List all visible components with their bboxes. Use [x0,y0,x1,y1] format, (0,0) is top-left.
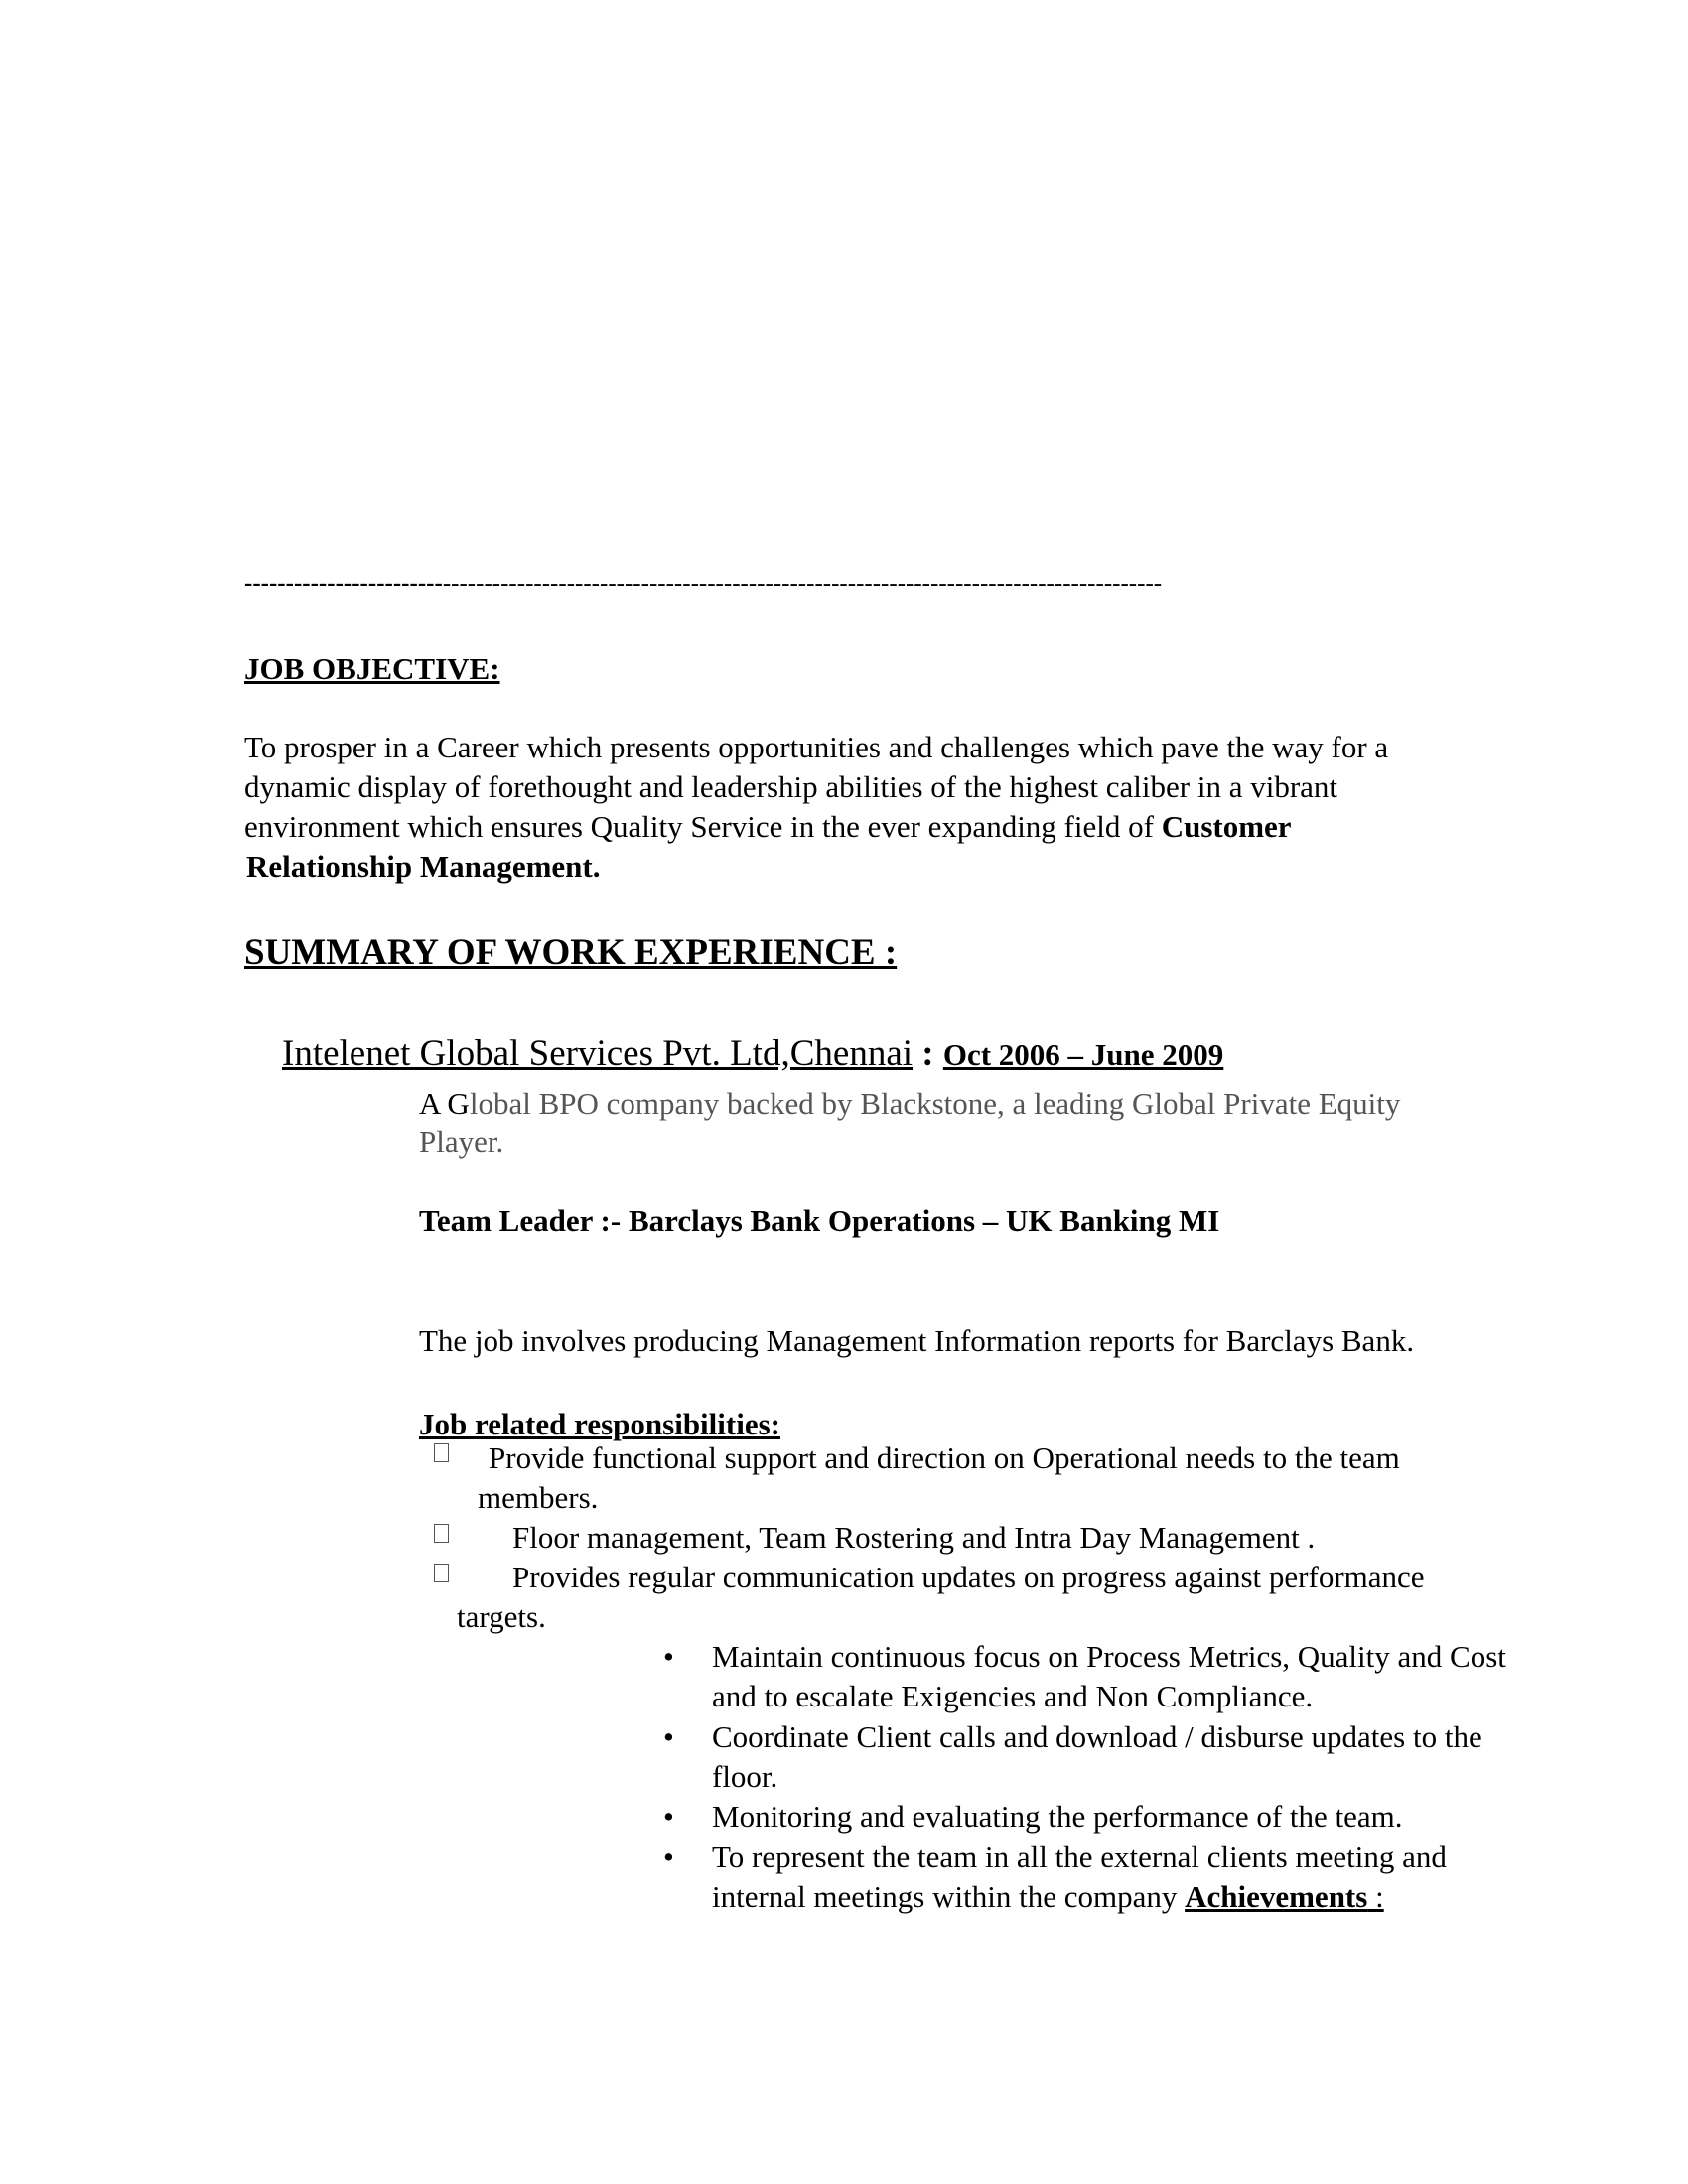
company-desc-line-1 [419,1085,1511,1123]
company-desc-rest: lobal BPO company backed by Blackstone, a leading Global Private Equity [469,1086,1401,1121]
company-colon: : [921,1033,934,1074]
bullet-item-1-line-2: and to escalate Exigencies and Non Compliance. [712,1679,1314,1713]
achievements-colon: : [1367,1879,1384,1914]
bullet-item-4-prefix: internal meetings within the company [712,1879,1186,1914]
job-role: Team Leader :- Barclays Bank Operations – UK Banking MI [419,1203,1220,1238]
checkbox-marker-icon [434,1524,449,1543]
bullet-marker: • [663,1719,674,1754]
checkbox-marker-icon [434,1443,449,1462]
objective-line-4 [246,847,1535,887]
employment-dates: Oct 2006 – June 2009 [942,1037,1224,1072]
objective-line-3-text: environment which ensures Quality Service in the ever expanding field of [244,809,1162,844]
bullet-marker: • [663,1840,674,1874]
responsibilities-heading: Job related responsibilities: [419,1407,780,1441]
section-separator [244,570,1162,598]
responsibility-item-1-line-2: members. [478,1480,599,1515]
company-name: Intelenet Global Services Pvt. Ltd,Chennai [282,1033,914,1074]
job-description: The job involves producing Management Information reports for Barclays Bank. [419,1323,1415,1358]
company-desc-line-2: Player. [419,1124,504,1159]
responsibility-item-2-line-1: Floor management, Team Rostering and Intra Day Management . [512,1520,1316,1555]
objective-line-3 [244,807,1535,847]
checkbox-marker-icon [434,1564,449,1582]
responsibility-item-3-line-1: Provides regular communication updates on progress against performance [512,1560,1425,1594]
bullet-item-3-line-1: Monitoring and evaluating the performance of the team. [712,1799,1403,1834]
job-objective-heading: JOB OBJECTIVE: [244,651,500,686]
separator-bold: ------------------------ [244,570,443,597]
bullet-item-4-line-1: To represent the team in all the external clients meeting and [712,1840,1447,1874]
bullet-item-1-line-1: Maintain continuous focus on Process Metrics, Quality and Cost [712,1639,1506,1674]
bullet-item-4-line-2 [712,1879,1384,1915]
bullet-marker: • [663,1639,674,1674]
separator-normal: --------------------------------------------------------------------------------------- [442,570,1163,597]
company-description [419,1085,1511,1160]
responsibility-item-1-line-1: Provide functional support and direction on Operational needs to the team [489,1440,1400,1475]
bullet-item-2-line-2: floor. [712,1759,778,1794]
objective-bold-tail: Customer [1161,809,1292,844]
bullet-item-2-line-1: Coordinate Client calls and download / disburse updates to the [712,1719,1482,1754]
responsibility-item-3-line-2: targets. [457,1599,546,1634]
achievements-label: Achievements [1185,1879,1368,1914]
objective-bold-line: Relationship Management. [246,849,601,884]
company-desc-first: A G [419,1086,470,1121]
bullet-marker: • [663,1799,674,1834]
job-objective-text [244,728,1535,887]
objective-line-2: dynamic display of forethought and leadership abilities of the highest caliber in a vibrant [244,769,1338,804]
summary-heading: SUMMARY OF WORK EXPERIENCE : [244,932,898,973]
company-header [282,1032,1223,1075]
objective-line-1: To prosper in a Career which presents opportunities and challenges which pave the way for a [244,730,1389,764]
